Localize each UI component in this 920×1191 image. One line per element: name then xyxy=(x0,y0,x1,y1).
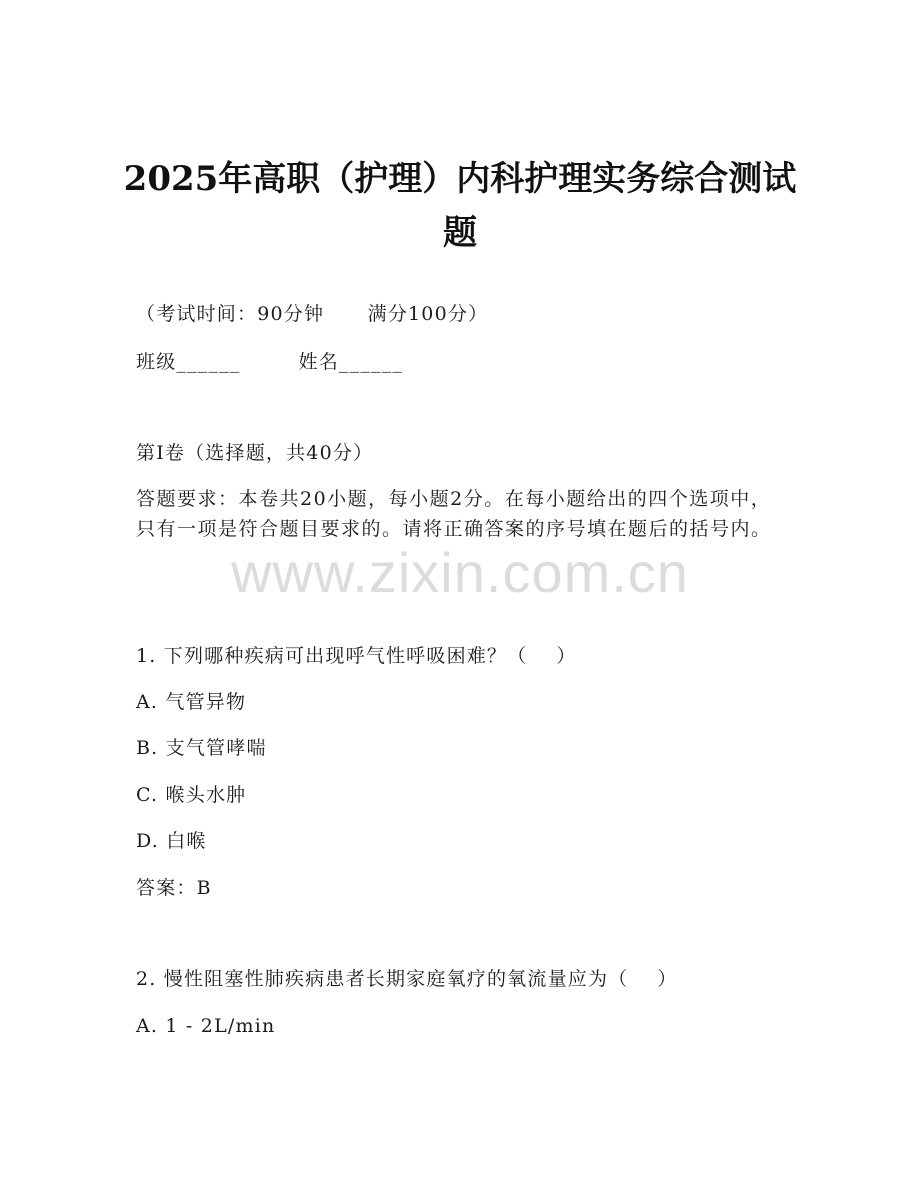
question-stem: 1. 下列哪种疾病可出现呼气性呼吸困难？（ ） xyxy=(136,645,577,667)
instructions: 答题要求：本卷共20小题，每小题2分。在每小题给出的四个选项中，只有一项是符合题目要求的。请将正确答案的序号填在题后的括号内。 xyxy=(136,488,772,540)
question-option: C. 喉头水肿 xyxy=(136,784,247,806)
student-fields: 班级______ 姓名______ xyxy=(136,351,404,373)
question-option: A. 气管异物 xyxy=(136,691,247,713)
section-heading: 第I卷（选择题，共40分） xyxy=(136,442,374,464)
question-stem: 2. 慢性阻塞性肺疾病患者长期家庭氧疗的氧流量应为（ ） xyxy=(136,968,678,990)
question-option: A. 1 - 2L/min xyxy=(136,1015,276,1037)
document-title: 2025年高职（护理）内科护理实务综合测试题 xyxy=(123,159,797,253)
question-answer: 答案：B xyxy=(136,877,212,899)
watermark: www.zixin.com.cn xyxy=(231,541,689,604)
question-option: D. 白喉 xyxy=(136,830,207,852)
question-option: B. 支气管哮喘 xyxy=(136,737,267,759)
exam-info: （考试时间：90分钟 满分100分） xyxy=(136,303,489,325)
